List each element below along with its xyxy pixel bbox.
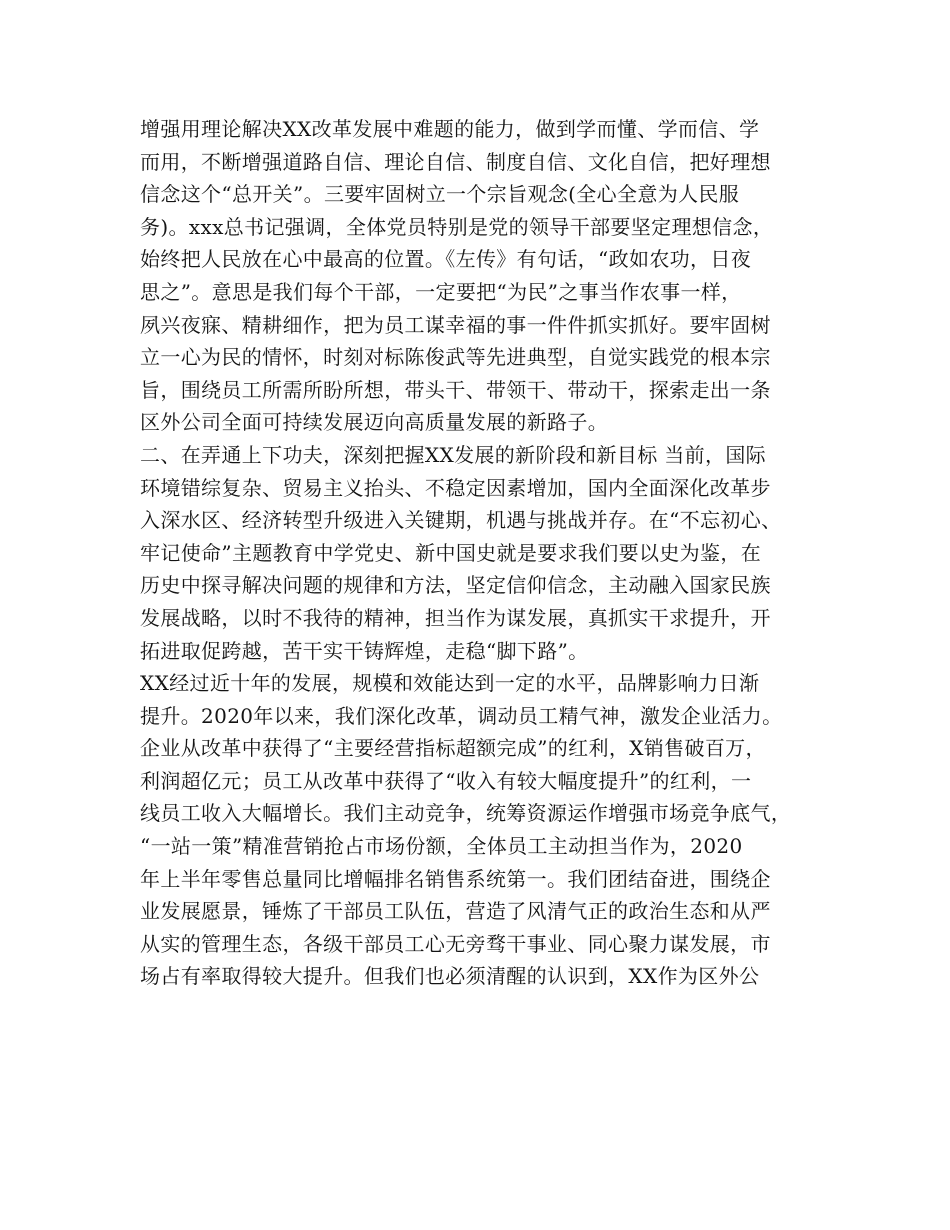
- text-line: 环境错综复杂、贸易主义抬头、不稳定因素增加，国内全面深化改革步: [140, 475, 771, 500]
- text-line: 拓进取促跨越，苦干实干铸辉煌，走稳“脚下路”。: [140, 638, 589, 663]
- text-line: XX经过近十年的发展，规模和效能达到一定的水平，品牌影响力日渐: [140, 671, 760, 696]
- text-line: 牢记使命”主题教育中学党史、新中国史就是要求我们要以史为鉴，在: [140, 540, 762, 565]
- text-line: 入深水区、经济转型升级进入关键期，机遇与挑战并存。在“不忘初心、: [140, 508, 782, 533]
- text-line: 发展战略，以时不我待的精神，担当作为谋发展，真抓实干求提升，开: [140, 605, 771, 630]
- text-line: 夙兴夜寐、精耕细作，把为员工谋幸福的事一件件抓实抓好。要牢固树: [140, 312, 771, 337]
- text-line: 历史中探寻解决问题的规律和方法，坚定信仰信念，主动融入国家民族: [140, 573, 771, 598]
- text-line: 信念这个“总开关”。三要牢固树立一个宗旨观念(全心全意为人民服: [140, 182, 740, 207]
- text-line: 利润超亿元；员工从改革中获得了“收入有较大幅度提升”的红利，一: [140, 768, 752, 793]
- text-line: 企业从改革中获得了“主要经营指标超额完成”的红利，X销售破百万，: [140, 736, 766, 761]
- text-line: 区外公司全面可持续发展迈向高质量发展的新路子。: [140, 410, 609, 435]
- text-line: 业发展愿景，锤炼了干部员工队伍，营造了风清气正的政治生态和从严: [140, 899, 771, 924]
- text-line: 旨，围绕员工所需所盼所想，带头干、带领干、带动干，探索走出一条: [140, 377, 771, 402]
- text-line: 务)。xxx总书记强调，全体党员特别是党的领导干部要坚定理想信念，: [140, 214, 774, 239]
- text-line: 立一心为民的情怀，时刻对标陈俊武等先进典型，自觉实践党的根本宗: [140, 345, 771, 370]
- section-heading-line: 二、在弄通上下功夫，深刻把握XX发展的新阶段和新目标 当前，国际: [140, 442, 767, 467]
- text-line: 线员工收入大幅增长。我们主动竞争，统筹资源运作增强市场竞争底气，: [140, 801, 792, 826]
- text-line: 始终把人民放在心中最高的位置。《左传》有句话，“政如农功，日夜: [140, 247, 752, 272]
- text-line: 思之”。意思是我们每个干部，一定要把“为民”之事当作农事一样，: [140, 279, 742, 304]
- body-text: [140, 113, 830, 993]
- text-line: “一站一策”精准营销抢占市场份额，全体员工主动担当作为，2020: [140, 834, 743, 859]
- text-line: 从实的管理生态，各级干部员工心无旁骛干事业、同心聚力谋发展，市: [140, 931, 771, 956]
- text-line: 而用，不断增强道路自信、理论自信、制度自信、文化自信，把好理想: [140, 149, 771, 174]
- text-line: 场占有率取得较大提升。但我们也必须清醒的认识到，XX作为区外公: [140, 964, 760, 989]
- text-line: 年上半年零售总量同比增幅排名销售系统第一。我们团结奋进，围绕企: [140, 866, 771, 891]
- text-line: 提升。2020年以来，我们深化改革，调动员工精气神，激发企业活力。: [140, 703, 783, 728]
- text-line: 增强用理论解决XX改革发展中难题的能力，做到学而懂、学而信、学: [140, 117, 760, 141]
